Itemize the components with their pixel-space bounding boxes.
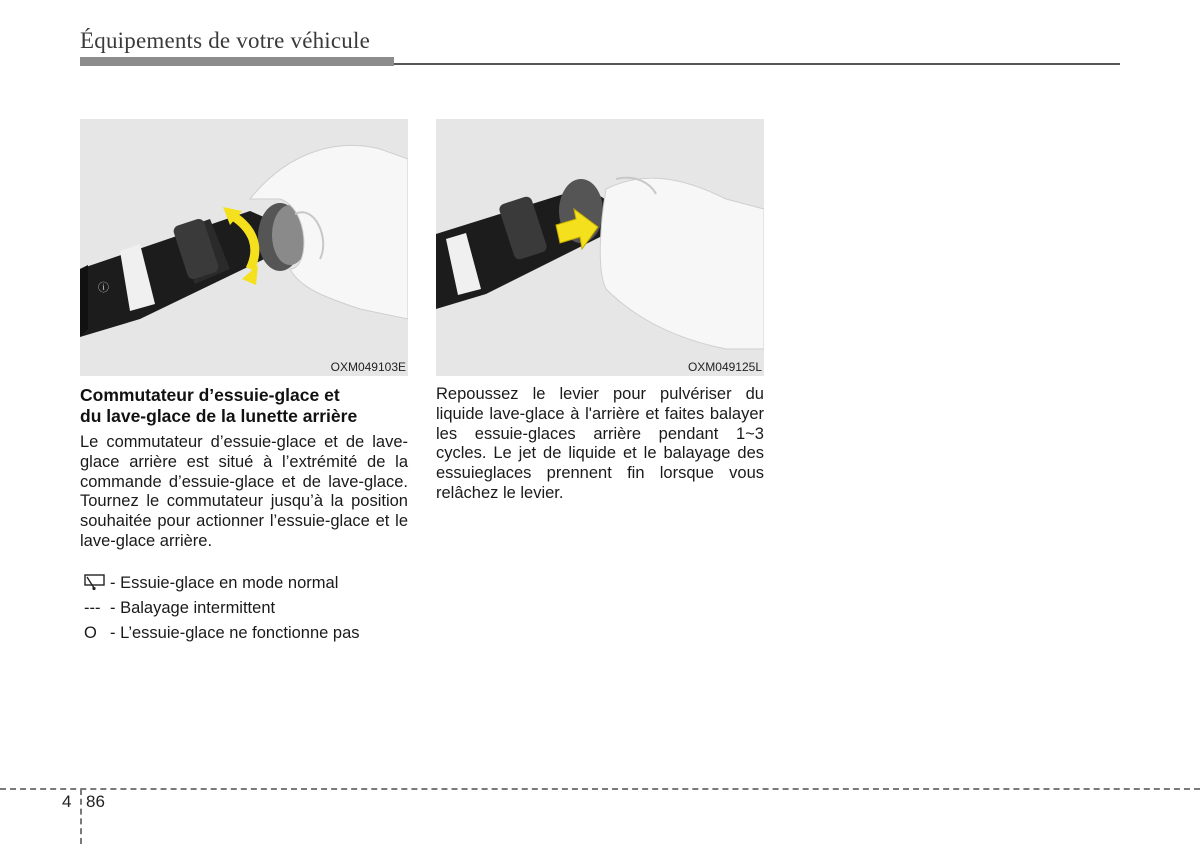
figure-wiper-push	[436, 119, 764, 376]
legend-symbol-off: O	[84, 624, 97, 642]
left-text-column	[80, 385, 408, 552]
figure-code: OXM049125L	[687, 360, 762, 374]
wiper-icon	[84, 573, 110, 593]
wiper-stalk-rotate-illustration	[80, 119, 408, 376]
right-text-column	[436, 385, 764, 504]
header-rule	[394, 63, 1120, 65]
heading-line-1: Commutateur d’essuie-glace et	[80, 385, 340, 405]
legend-row-off	[84, 623, 360, 643]
footer-dashed-rule	[0, 788, 1200, 790]
chapter-number: 4	[62, 792, 72, 811]
figure-code: OXM049103E	[330, 360, 406, 374]
section-heading	[80, 385, 408, 427]
left-body-paragraph: Le commutateur d’essuie-glace et de lave-glace arrière est situé à l’extrémité de la commande d’essuie-glace et de lave-glace. Tournez le commutateur jusqu’à la position souhaitée pour actionner l’essuie-glace et le lave-glace arrière.	[80, 433, 408, 550]
wiper-stalk-push-illustration	[436, 119, 764, 376]
footer-vertical-dashed-rule	[80, 789, 82, 844]
page-number: 86	[86, 792, 105, 811]
right-body-paragraph: Repoussez le levier pour pulvériser du liquide lave-glace à l'arrière et faites balayer les essuie-glaces arrière pendant 1~3 cycles. Le jet de liquide et le balayage des essuieglaces prennent fin lorsque vous relâchez le levier.	[436, 385, 764, 502]
legend-symbol-dashes: ---	[84, 599, 101, 617]
svg-text:ⓘ: ⓘ	[98, 281, 109, 294]
legend-text-normal: - Essuie-glace en mode normal	[110, 574, 339, 592]
figure-wiper-rotate	[80, 119, 408, 376]
legend-text-off: - L’essuie-glace ne fonctionne pas	[110, 624, 360, 642]
header-accent-bar	[80, 57, 394, 66]
page-header-title: Équipements de votre véhicule	[80, 28, 371, 53]
heading-line-2: du lave-glace de la lunette arrière	[80, 406, 358, 426]
legend-row-normal	[84, 573, 338, 593]
legend-row-intermittent	[84, 598, 275, 618]
legend-text-intermittent: - Balayage intermittent	[110, 599, 276, 617]
